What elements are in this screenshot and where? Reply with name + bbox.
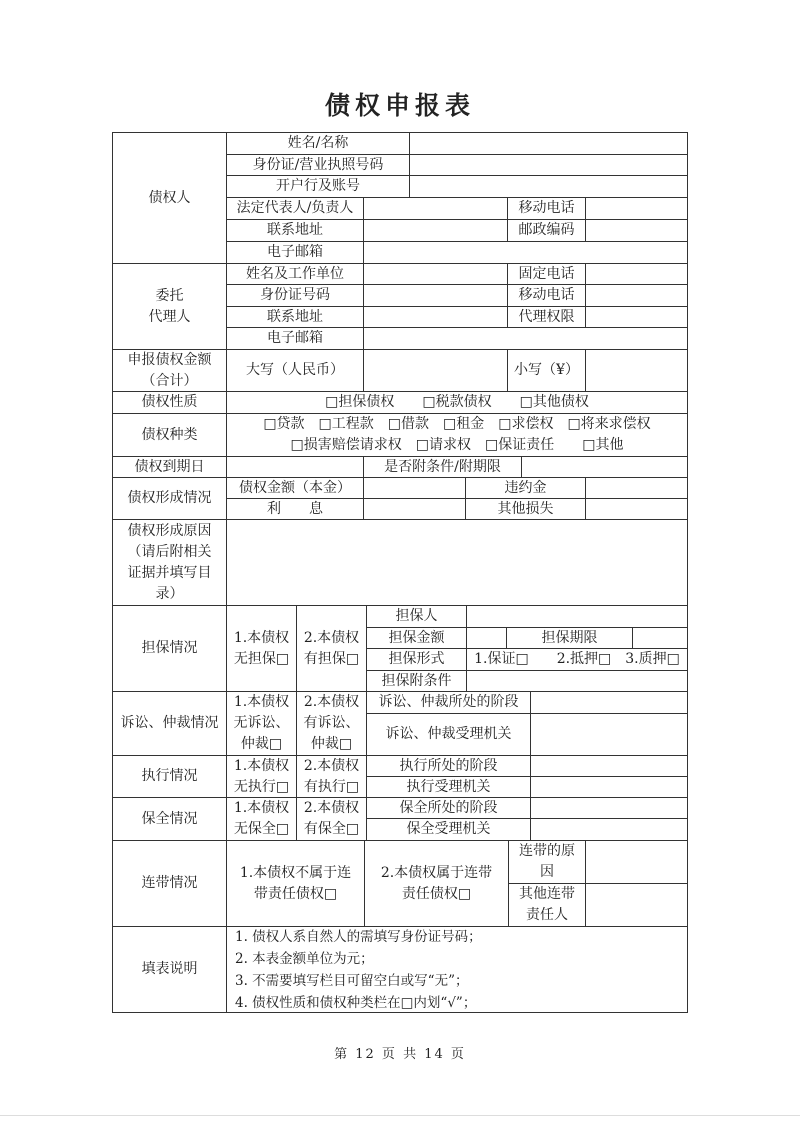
guar-hdr-cell: 担保情况 xyxy=(112,605,227,692)
principal-v-field[interactable] xyxy=(363,477,466,499)
cred-addr-l-cell: 联系地址 xyxy=(226,219,364,242)
amt-upper-l-cell: 大写（人民币） xyxy=(226,349,364,392)
guar-none-line-1: 无担保□ xyxy=(233,650,290,667)
kind-opts-line-1: □损害赔偿请求权 □请求权 □保证责任 □其他 xyxy=(290,437,624,453)
agent-addr-l-cell: 联系地址 xyxy=(226,306,364,328)
cred-bank-v-field[interactable] xyxy=(409,175,688,198)
reason-hdr-line-1: （请后附相关 xyxy=(127,543,212,560)
lit-stage-v-field[interactable] xyxy=(530,691,688,714)
reason-hdr-line-2: 证据并填写目 xyxy=(127,564,212,581)
pres-stage-v-field[interactable] xyxy=(530,797,688,819)
due-hdr-cell: 债权到期日 xyxy=(112,456,227,478)
joint-hdr-cell: 连带情况 xyxy=(112,840,227,927)
penalty-l-cell: 违约金 xyxy=(465,477,586,499)
cred-id-v-field[interactable] xyxy=(409,154,688,176)
pres-org-v-field[interactable] xyxy=(530,818,688,841)
exec-org-l-cell: 执行受理机关 xyxy=(366,776,531,798)
guar-amt-l-cell: 担保金额 xyxy=(366,627,467,649)
joint-reason-l-line-0: 连带的原 xyxy=(519,843,575,859)
instruction-item: 3. 不需要填写栏目可留空白或写“无”； xyxy=(235,972,469,989)
other-loss-v-field[interactable] xyxy=(585,498,688,520)
kind-opts-cell xyxy=(226,413,688,457)
agent-email-v-field[interactable] xyxy=(363,327,688,350)
joint-reason-l-cell xyxy=(508,840,586,884)
exec-has-line-1: 有执行□ xyxy=(303,778,360,795)
amt-lower-l-cell: 小写（¥） xyxy=(507,349,586,392)
reason-v-field[interactable] xyxy=(226,519,688,606)
form-hdr-cell: 债权形成情况 xyxy=(112,477,227,520)
exec-has-cell xyxy=(296,755,367,798)
lit-stage-l-cell: 诉讼、仲裁所处的阶段 xyxy=(366,691,531,714)
pres-none-cell xyxy=(226,797,297,841)
joint-not-line-1: 带责任债权□ xyxy=(253,885,338,902)
bottom-rule xyxy=(0,1115,800,1116)
lit-none-line-2: 仲裁□ xyxy=(240,736,283,752)
cred-id-l-cell: 身份证/营业执照号码 xyxy=(226,154,410,176)
exec-none-line-1: 无执行□ xyxy=(233,778,290,795)
agent-hdr-cell xyxy=(112,263,227,350)
kind-opts-line-0: □贷款 □工程款 □借款 □租金 □求偿权 □将来求偿权 xyxy=(263,416,651,432)
amt-lower-v-field[interactable] xyxy=(585,349,688,392)
joint-other-v-field[interactable] xyxy=(585,883,688,927)
instructions-list xyxy=(226,926,688,1013)
exec-none-cell xyxy=(226,755,297,798)
pres-has-cell xyxy=(296,797,367,841)
agent-tel-l-cell: 固定电话 xyxy=(507,263,586,285)
cred-email-l-cell: 电子邮箱 xyxy=(226,241,364,264)
agent-hdr-line-1: 代理人 xyxy=(148,308,191,325)
guar-has-line-1: 有担保□ xyxy=(303,650,360,667)
exec-none-line-0: 1.本债权 xyxy=(233,757,290,774)
exec-stage-v-field[interactable] xyxy=(530,755,688,777)
exec-org-v-field[interactable] xyxy=(530,776,688,798)
guar-cond-v-field[interactable] xyxy=(466,670,688,692)
guar-form-v-cell: 1.保证□ 2.抵押□ 3.质押□ xyxy=(466,648,688,671)
agent-auth-v-field[interactable] xyxy=(585,306,688,328)
lit-none-cell xyxy=(226,691,297,756)
exec-stage-l-cell: 执行所处的阶段 xyxy=(366,755,531,777)
reason-hdr-line-3: 录） xyxy=(155,585,184,602)
amt-hdr-line-0: 申报债权金额 xyxy=(127,351,212,368)
agent-mobile-v-field[interactable] xyxy=(585,284,688,307)
joint-reason-v-field[interactable] xyxy=(585,840,688,884)
cred-hdr-cell: 债权人 xyxy=(112,132,227,264)
interest-v-field[interactable] xyxy=(363,498,466,520)
agent-auth-l-cell: 代理权限 xyxy=(507,306,586,328)
cred-bank-l-cell: 开户行及账号 xyxy=(226,175,410,198)
page-number: 第 12 页 共 14 页 xyxy=(334,1047,466,1062)
amt-hdr-cell xyxy=(112,349,227,392)
agent-name-v-field[interactable] xyxy=(363,263,508,285)
agent-email-l-cell: 电子邮箱 xyxy=(226,327,364,350)
pres-hdr-cell: 保全情况 xyxy=(112,797,227,841)
guar-form-l-cell: 担保形式 xyxy=(366,648,467,671)
cred-mobile-l-cell: 移动电话 xyxy=(507,197,586,220)
pres-has-line-1: 有保全□ xyxy=(303,821,360,837)
guar-none-line-0: 1.本债权 xyxy=(233,629,290,646)
interest-l-cell: 利 息 xyxy=(226,498,364,520)
guar-has-cell xyxy=(296,605,367,692)
instruction-item: 4. 债权性质和债权种类栏在□内划“√”； xyxy=(235,994,477,1011)
lit-none-line-1: 无诉讼、 xyxy=(233,715,290,731)
agent-name-l-cell: 姓名及工作单位 xyxy=(226,263,364,285)
joint-other-l-cell xyxy=(508,883,586,927)
cred-addr-v-field[interactable] xyxy=(363,219,508,242)
lit-hdr-cell: 诉讼、仲裁情况 xyxy=(112,691,227,756)
form-title: 债权申报表 xyxy=(324,91,475,120)
agent-hdr-line-0: 委托 xyxy=(155,287,184,304)
lit-none-line-0: 1.本债权 xyxy=(233,694,290,710)
penalty-v-field[interactable] xyxy=(585,477,688,499)
reason-hdr-cell xyxy=(112,519,227,606)
other-loss-l-cell: 其他损失 xyxy=(465,498,586,520)
kind-hdr-cell: 债权种类 xyxy=(112,413,227,457)
amt-hdr-line-1: （合计） xyxy=(141,372,198,389)
lit-org-l-cell: 诉讼、仲裁受理机关 xyxy=(366,713,531,756)
agent-tel-v-field[interactable] xyxy=(585,263,688,285)
due-v-field[interactable] xyxy=(226,456,364,478)
guarantor-l-cell: 担保人 xyxy=(366,605,467,628)
guar-amt-v-field[interactable] xyxy=(466,627,507,649)
guar-has-line-0: 2.本债权 xyxy=(303,629,360,646)
agent-id-l-cell: 身份证号码 xyxy=(226,284,364,307)
joint-is-line-0: 2.本债权属于连带 xyxy=(380,864,493,881)
lit-has-cell xyxy=(296,691,367,756)
amt-upper-v-field[interactable] xyxy=(363,349,508,392)
joint-not-cell xyxy=(226,840,365,927)
pres-has-line-0: 2.本债权 xyxy=(303,800,360,816)
cred-email-v-field[interactable] xyxy=(363,241,688,264)
pres-none-line-1: 无保全□ xyxy=(233,821,290,837)
cred-legal-v-field[interactable] xyxy=(363,197,508,220)
cond-l-cell: 是否附条件/附期限 xyxy=(363,456,522,478)
cred-name-v-field[interactable] xyxy=(409,132,688,155)
pres-org-l-cell: 保全受理机关 xyxy=(366,818,531,841)
lit-has-line-0: 2.本债权 xyxy=(303,694,360,710)
joint-other-l-line-1: 责任人 xyxy=(526,907,568,923)
guar-none-cell xyxy=(226,605,297,692)
agent-id-v-field[interactable] xyxy=(363,284,508,307)
joint-is-line-1: 责任债权□ xyxy=(401,885,472,902)
principal-l-cell: 债权金额（本金） xyxy=(226,477,364,499)
nature-hdr-cell: 债权性质 xyxy=(112,391,227,414)
joint-reason-l-line-1: 因 xyxy=(540,864,554,880)
joint-other-l-line-0: 其他连带 xyxy=(519,886,575,902)
agent-addr-v-field[interactable] xyxy=(363,306,508,328)
guar-term-v-field[interactable] xyxy=(632,627,688,649)
reason-hdr-line-0: 债权形成原因 xyxy=(127,522,212,539)
lit-has-line-1: 有诉讼、 xyxy=(303,715,360,731)
guar-cond-l-cell: 担保附条件 xyxy=(366,670,467,692)
nature-opts-cell: □担保债权 □税款债权 □其他债权 xyxy=(226,391,688,414)
exec-has-line-0: 2.本债权 xyxy=(303,757,360,774)
pres-none-line-0: 1.本债权 xyxy=(233,800,290,816)
joint-not-line-0: 1.本债权不属于连 xyxy=(239,864,352,881)
cred-zip-v-field[interactable] xyxy=(585,219,688,242)
lit-org-v-field[interactable] xyxy=(530,713,688,756)
pres-stage-l-cell: 保全所处的阶段 xyxy=(366,797,531,819)
cond-v-field[interactable] xyxy=(521,456,688,478)
cred-zip-l-cell: 邮政编码 xyxy=(507,219,586,242)
notes-hdr-cell: 填表说明 xyxy=(112,926,227,1013)
exec-hdr-cell: 执行情况 xyxy=(112,755,227,798)
cred-mobile-v-field[interactable] xyxy=(585,197,688,220)
agent-mobile-l-cell: 移动电话 xyxy=(507,284,586,307)
instruction-item: 2. 本表金额单位为元； xyxy=(235,950,374,967)
instruction-item: 1. 债权人系自然人的需填写身份证号码； xyxy=(235,928,482,945)
cred-legal-l-cell: 法定代表人/负责人 xyxy=(226,197,364,220)
guar-term-l-cell: 担保期限 xyxy=(506,627,633,649)
lit-has-line-2: 仲裁□ xyxy=(310,736,353,752)
cred-name-l-cell: 姓名/名称 xyxy=(226,132,410,155)
guarantor-v-field[interactable] xyxy=(466,605,688,628)
joint-is-cell xyxy=(364,840,509,927)
